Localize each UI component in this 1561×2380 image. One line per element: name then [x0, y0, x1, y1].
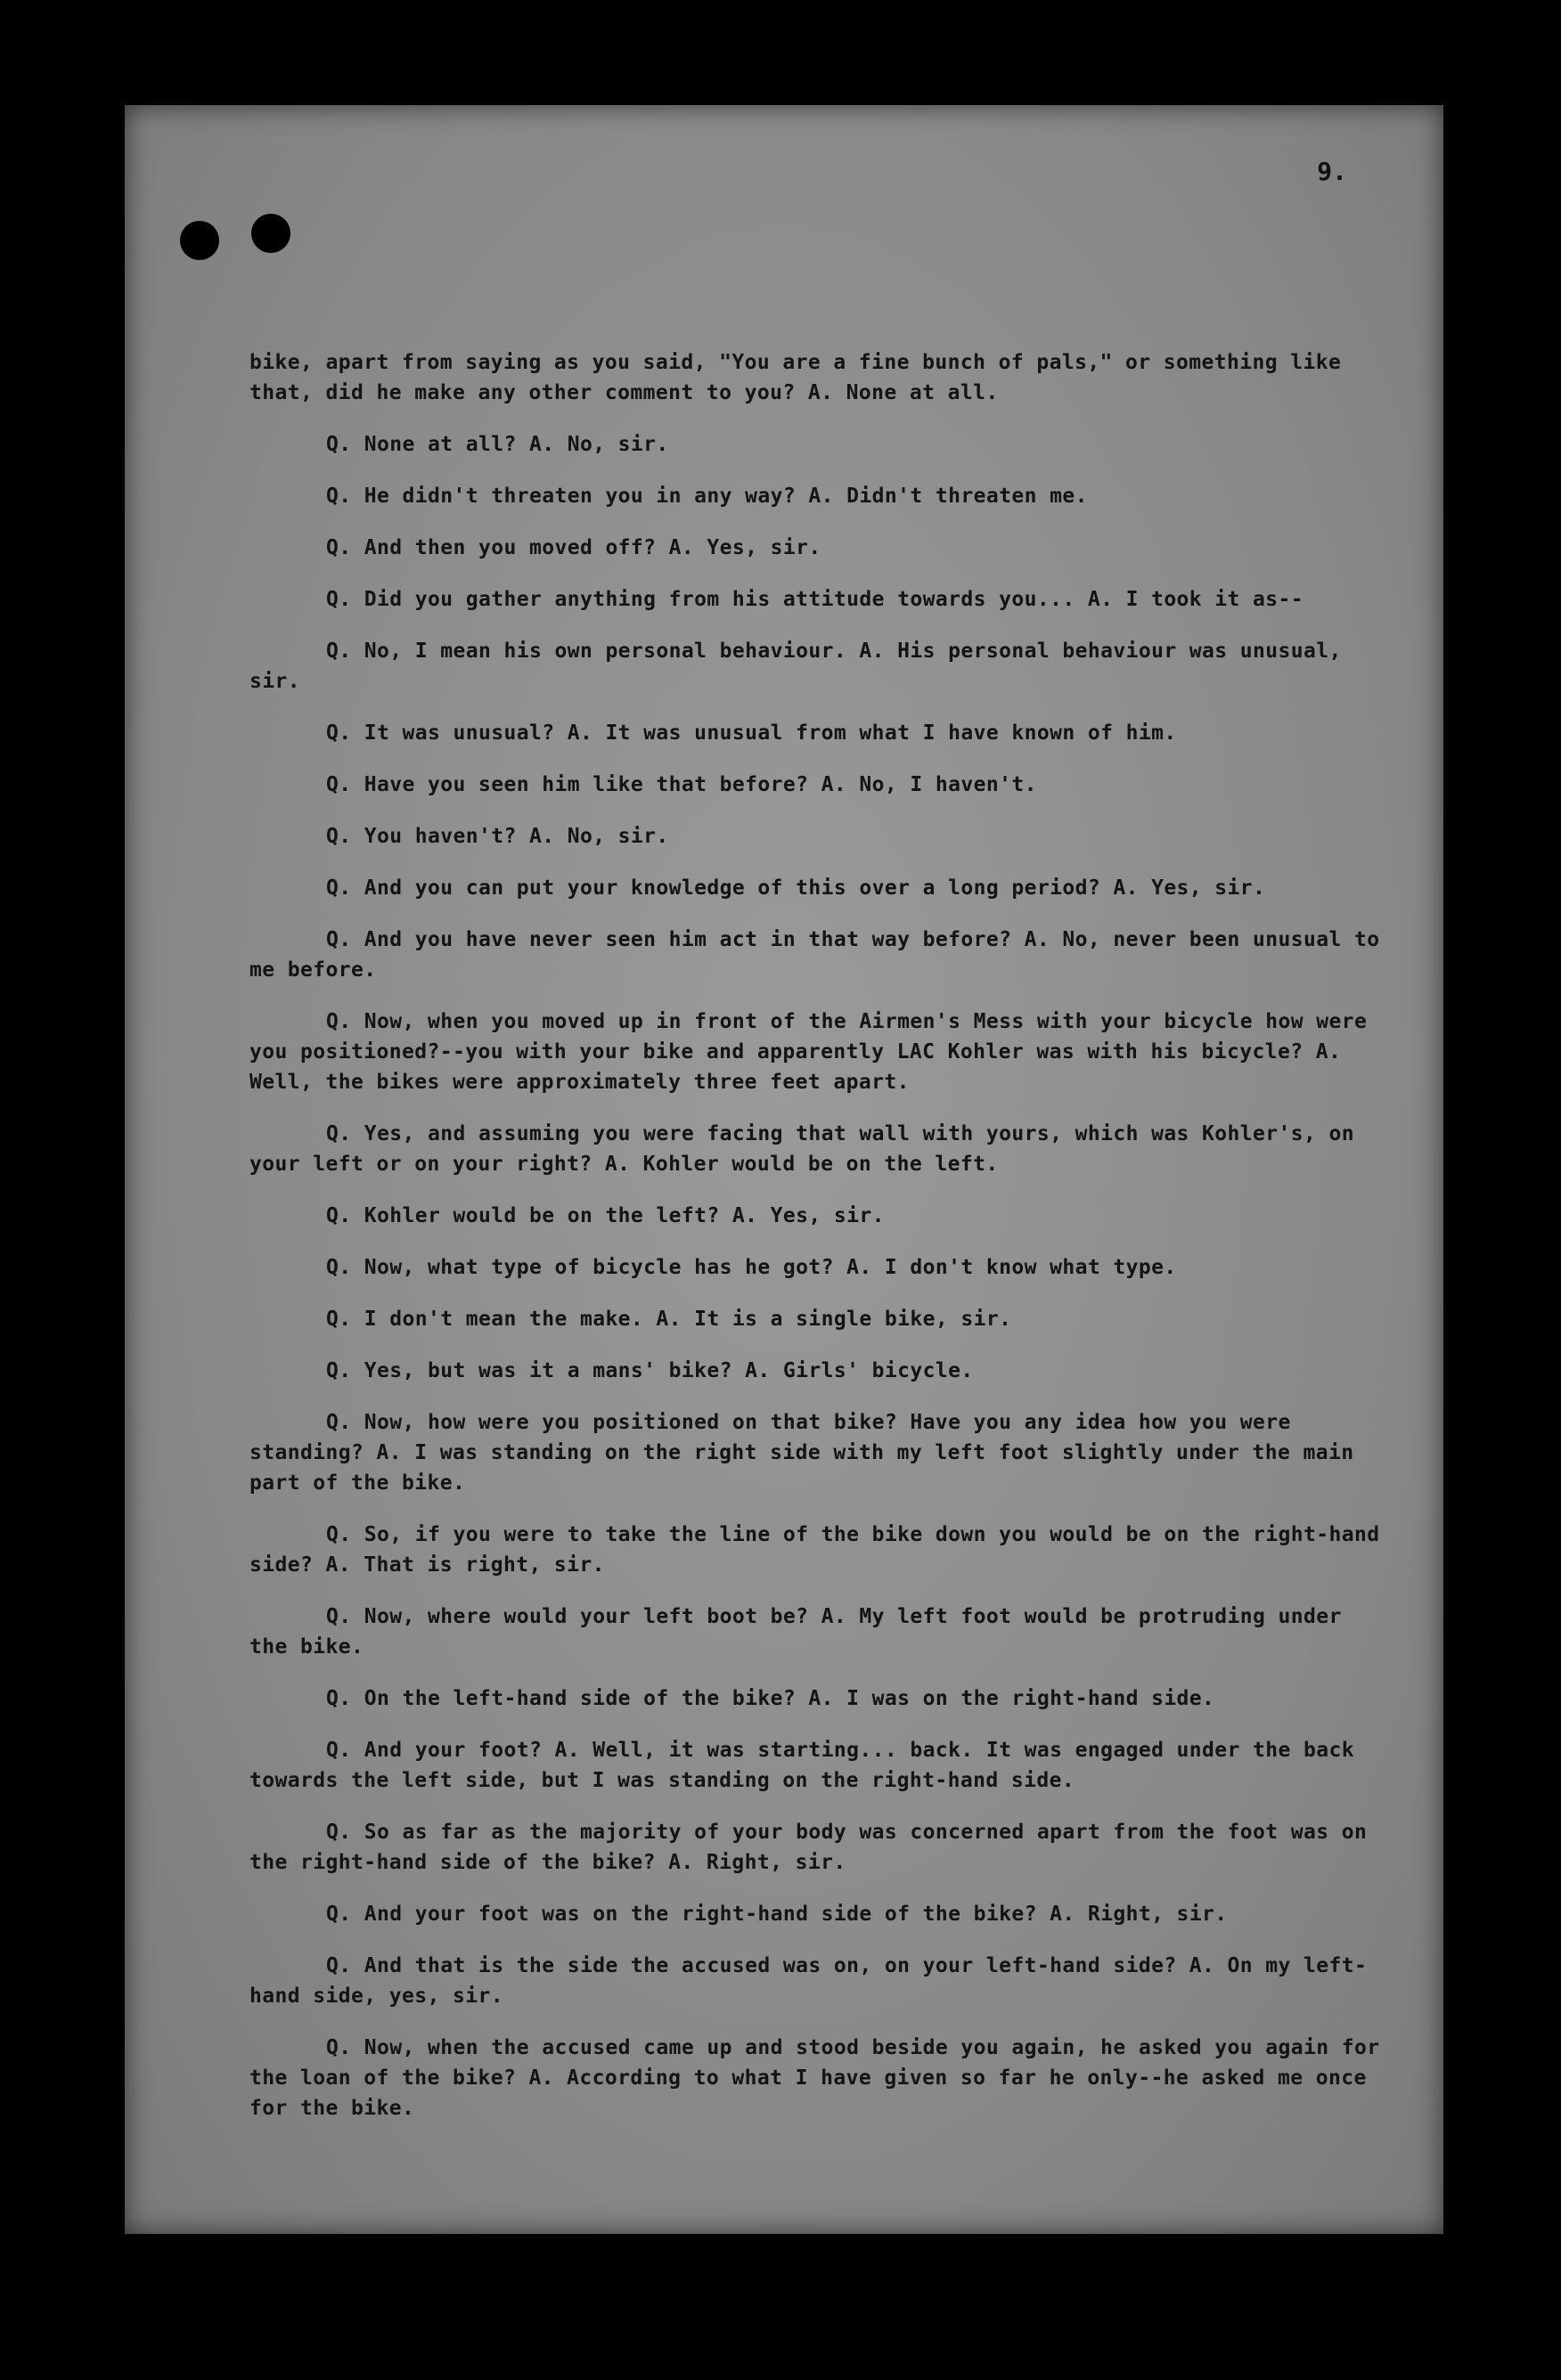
paragraph: Q. Now, where would your left boot be? A. My left foot would be protruding under the bike. — [249, 1605, 1342, 1659]
paragraph: Q. Now, how were you positioned on that bike? Have you any idea how you were standing? A. I was standing on the right side with my left foot slightly under the main part of the bike. — [249, 1411, 1354, 1495]
paragraph: Q. Have you seen him like that before? A. No, I haven't. — [326, 773, 1037, 796]
paragraph: Q. Yes, and assuming you were facing that wall with yours, which was Kohler's, on your left or on your right? A. Kohler would be on the left. — [249, 1122, 1355, 1176]
paragraph: Q. You haven't? A. No, sir. — [326, 825, 669, 848]
punch-hole-right — [251, 214, 290, 253]
paragraph: Q. No, I mean his own personal behaviour. A. His personal behaviour was unusual, sir. — [249, 640, 1342, 693]
paragraph: Q. And that is the side the accused was on, on your left-hand side? A. On my left-hand side, yes, sir. — [249, 1954, 1368, 2008]
paragraph: Q. So, if you were to take the line of the bike down you would be on the right-hand side? A. That is right, sir. — [249, 1523, 1380, 1577]
paragraph: Q. Now, what type of bicycle has he got? A. I don't know what type. — [326, 1256, 1177, 1279]
paragraph: Q. On the left-hand side of the bike? A. I was on the right-hand side. — [326, 1687, 1215, 1710]
paragraph: Q. And you can put your knowledge of this over a long period? A. Yes, sir. — [326, 876, 1266, 900]
page-number: 9. — [1317, 157, 1347, 186]
punch-hole-left — [180, 221, 219, 260]
paragraph: Q. Now, when you moved up in front of the Airmen's Mess with your bicycle how were you positioned?--you with your bike and apparently LAC Kohler was with his bicycle? A. Well, the bikes were approximately three feet apart. — [249, 1010, 1368, 1094]
paragraph: Q. None at all? A. No, sir. — [326, 433, 669, 456]
transcript-body — [249, 347, 1390, 2145]
paragraph: Q. Kohler would be on the left? A. Yes, sir. — [326, 1204, 885, 1227]
paragraph: Q. So as far as the majority of your body was concerned apart from the foot was on the right-hand side of the bike? A. Right, sir. — [249, 1821, 1368, 1874]
paragraph: Q. He didn't threaten you in any way? A. Didn't threaten me. — [326, 485, 1088, 508]
paragraph: Q. I don't mean the make. A. It is a single bike, sir. — [326, 1308, 1012, 1331]
paragraph: Q. And then you moved off? A. Yes, sir. — [326, 536, 821, 559]
paragraph: Q. Did you gather anything from his attitude towards you... A. I took it as-- — [326, 588, 1304, 611]
paragraph: Q. And your foot was on the right-hand side of the bike? A. Right, sir. — [326, 1903, 1228, 1926]
paragraph: bike, apart from saying as you said, "You are a fine bunch of pals," or something like that, did he make any other comment to you? A. None at all. — [249, 351, 1342, 404]
paragraph: Q. It was unusual? A. It was unusual from what I have known of him. — [326, 721, 1177, 745]
paragraph: Q. And you have never seen him act in that way before? A. No, never been unusual to me before. — [249, 928, 1380, 982]
document-page — [125, 105, 1443, 2234]
paragraph: Q. And your foot? A. Well, it was starting... back. It was engaged under the back towards the left side, but I was standing on the right-hand side. — [249, 1739, 1355, 1792]
paragraph: Q. Yes, but was it a mans' bike? A. Girls' bicycle. — [326, 1359, 974, 1382]
paragraph: Q. Now, when the accused came up and stood beside you again, he asked you again for the loan of the bike? A. According to what I have given so far he only--he asked me once for the bike. — [249, 2036, 1380, 2120]
